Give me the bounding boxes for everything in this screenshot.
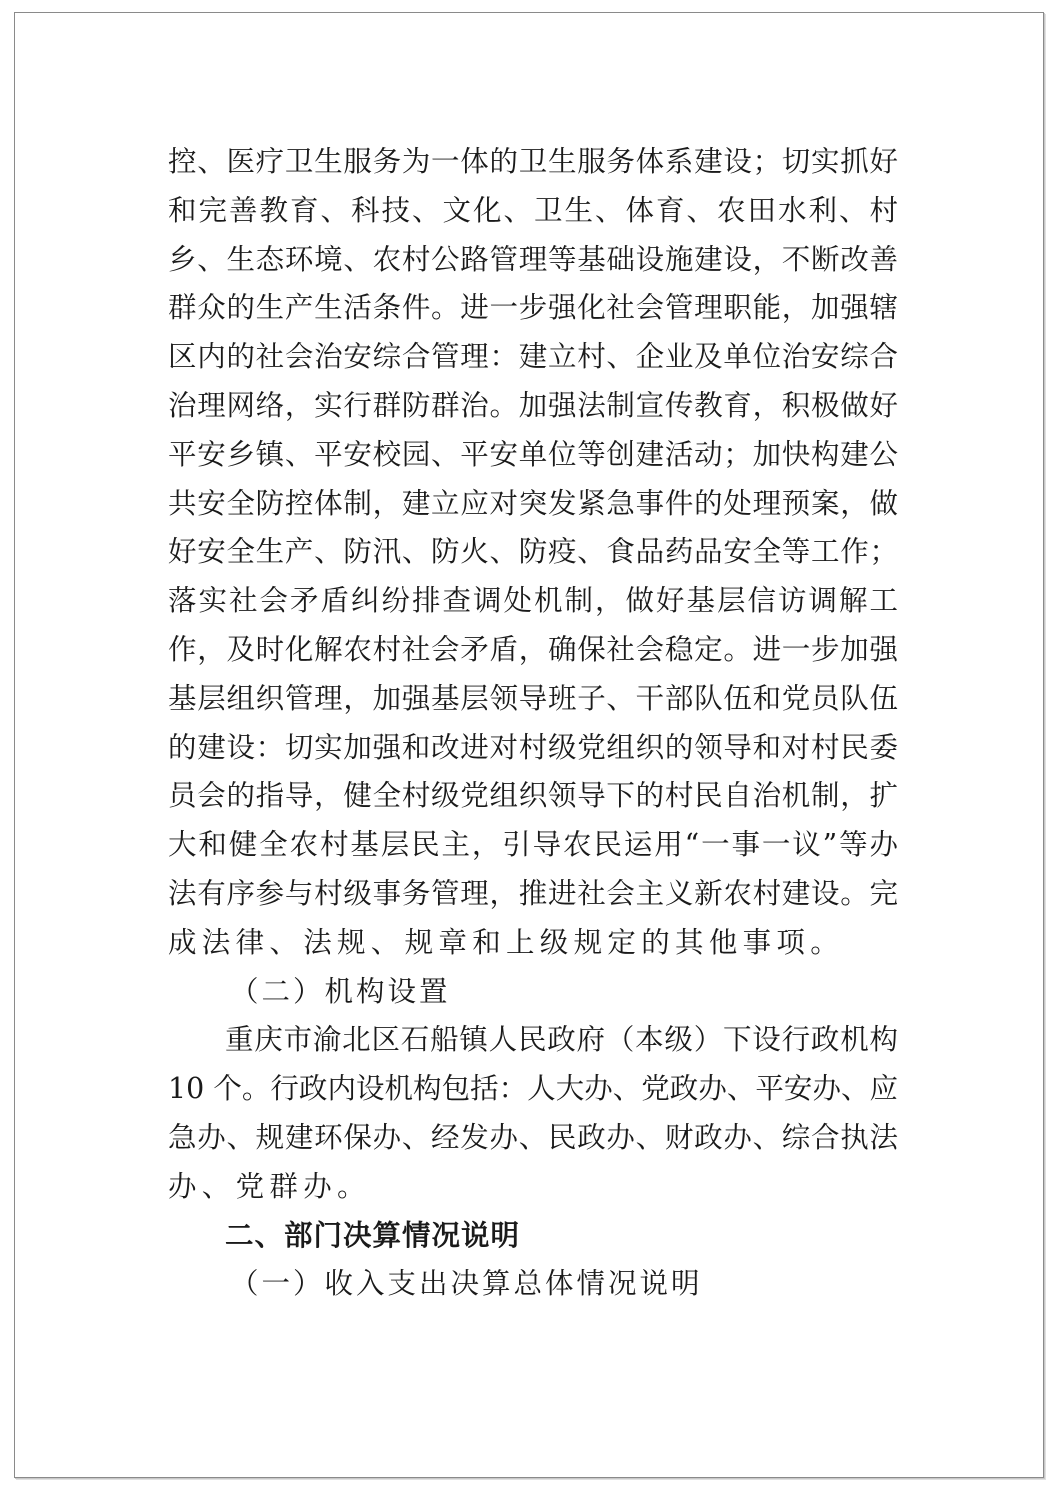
paragraph-line: 的建设：切实加强和改进对村级党组织的领导和对村民委 — [168, 730, 898, 764]
paragraph-line: 共安全防控体制，建立应对突发紧急事件的处理预案，做 — [168, 486, 898, 520]
paragraph-line: 法有序参与村级事务管理，推进社会主义新农村建设。完 — [168, 876, 898, 910]
paragraph-line: 重庆市渝北区石船镇人民政府（本级）下设行政机构 — [225, 1023, 898, 1057]
part-heading-budget-explanation: 二、部门决算情况说明 — [225, 1218, 521, 1252]
paragraph-line: 落实社会矛盾纠纷排查调处机制，做好基层信访调解工 — [168, 584, 898, 618]
paragraph-line: 大和健全农村基层民主，引导农民运用“一事一议”等办 — [168, 828, 898, 862]
section-heading-income-expense: （一）收入支出决算总体情况说明 — [230, 1267, 703, 1301]
paragraph-line: 作，及时化解农村社会矛盾，确保社会稳定。进一步加强 — [168, 632, 898, 666]
paragraph-line: 乡、生态环境、农村公路管理等基础设施建设，不断改善 — [168, 242, 898, 276]
paragraph-line: 群众的生产生活条件。进一步强化社会管理职能，加强辖 — [168, 291, 898, 325]
paragraph-line: 治理网络，实行群防群治。加强法制宣传教育，积极做好 — [168, 388, 898, 422]
paragraph-line: 控、医疗卫生服务为一体的卫生服务体系建设；切实抓好 — [168, 145, 898, 178]
paragraph-line: 员会的指导，健全村级党组织领导下的村民自治机制，扩 — [168, 779, 898, 813]
paragraph-line: 急办、规建环保办、经发办、民政办、财政办、综合执法 — [168, 1120, 898, 1154]
paragraph-line: 好安全生产、防汛、防火、防疫、食品药品安全等工作； — [168, 535, 898, 569]
paragraph-line: 成法律、法规、规章和上级规定的其他事项。 — [168, 925, 845, 959]
paragraph-line: 区内的社会治安综合管理：建立村、企业及单位治安综合 — [168, 340, 898, 374]
paragraph-line: 办、党群办。 — [168, 1169, 371, 1203]
paragraph-line: 和完善教育、科技、文化、卫生、体育、农田水利、村 — [168, 193, 898, 227]
section-heading-org-setup: （二）机构设置 — [230, 974, 451, 1008]
paragraph-line: 基层组织管理，加强基层领导班子、干部队伍和党员队伍 — [168, 681, 898, 715]
paragraph-line: 平安乡镇、平安校园、平安单位等创建活动；加快构建公 — [168, 437, 898, 471]
paragraph-line: 10 个。行政内设机构包括：人大办、党政办、平安办、应 — [168, 1072, 898, 1106]
document-body — [168, 138, 898, 1309]
